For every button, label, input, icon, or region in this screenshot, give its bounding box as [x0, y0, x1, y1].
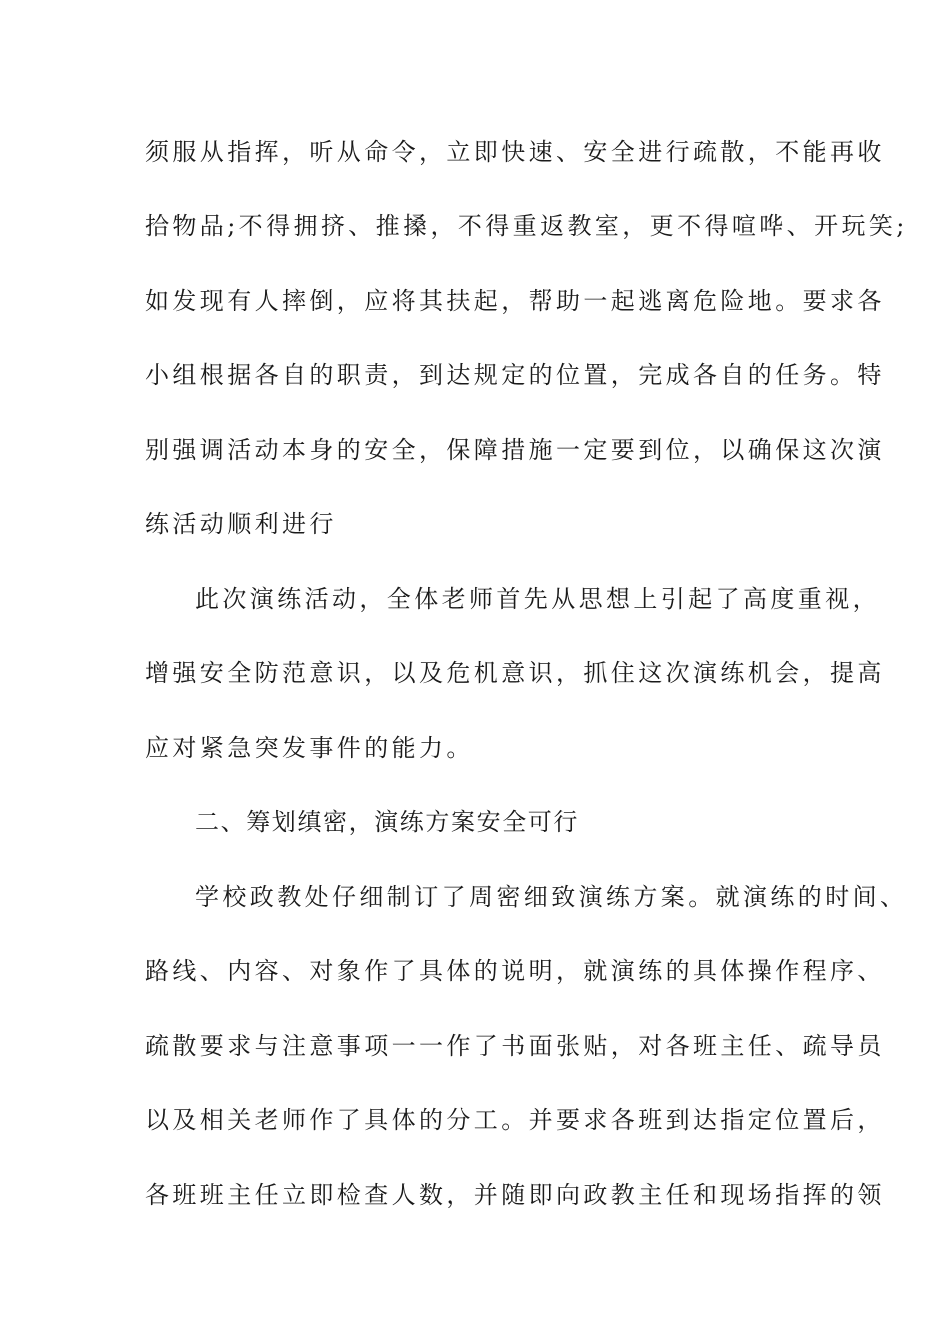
section-heading: 二、筹划缜密，演练方案安全可行 — [195, 808, 579, 836]
paragraph-3-line-3: 疏散要求与注意事项一一作了书面张贴，对各班主任、疏导员 — [145, 1032, 885, 1060]
paragraph-1-line-3: 如发现有人摔倒，应将其扶起，帮助一起逃离危险地。要求各 — [145, 287, 885, 315]
paragraph-1-line-5: 别强调活动本身的安全，保障措施一定要到位，以确保这次演 — [145, 436, 885, 464]
paragraph-3-line-2: 路线、内容、对象作了具体的说明，就演练的具体操作程序、 — [145, 957, 885, 985]
paragraph-1-line-2: 拾物品;不得拥挤、推搡，不得重返教室，更不得喧哗、开玩笑; — [145, 212, 908, 240]
paragraph-1-line-4: 小组根据各自的职责，到达规定的位置，完成各自的任务。特 — [145, 361, 885, 389]
paragraph-3-line-1: 学校政教处仔细制订了周密细致演练方案。就演练的时间、 — [195, 883, 908, 911]
paragraph-3-line-5: 各班班主任立即检查人数，并随即向政教主任和现场指挥的领 — [145, 1181, 885, 1209]
paragraph-3-line-4: 以及相关老师作了具体的分工。并要求各班到达指定位置后， — [145, 1106, 885, 1134]
paragraph-1-line-1: 须服从指挥，听从命令，立即快速、安全进行疏散，不能再收 — [145, 138, 885, 166]
paragraph-2-line-2: 增强安全防范意识，以及危机意识，抓住这次演练机会，提高 — [145, 659, 885, 687]
paragraph-2-line-3: 应对紧急突发事件的能力。 — [145, 734, 474, 762]
paragraph-2-line-1: 此次演练活动，全体老师首先从思想上引起了高度重视， — [195, 585, 880, 613]
paragraph-1-line-6: 练活动顺利进行 — [145, 510, 337, 538]
